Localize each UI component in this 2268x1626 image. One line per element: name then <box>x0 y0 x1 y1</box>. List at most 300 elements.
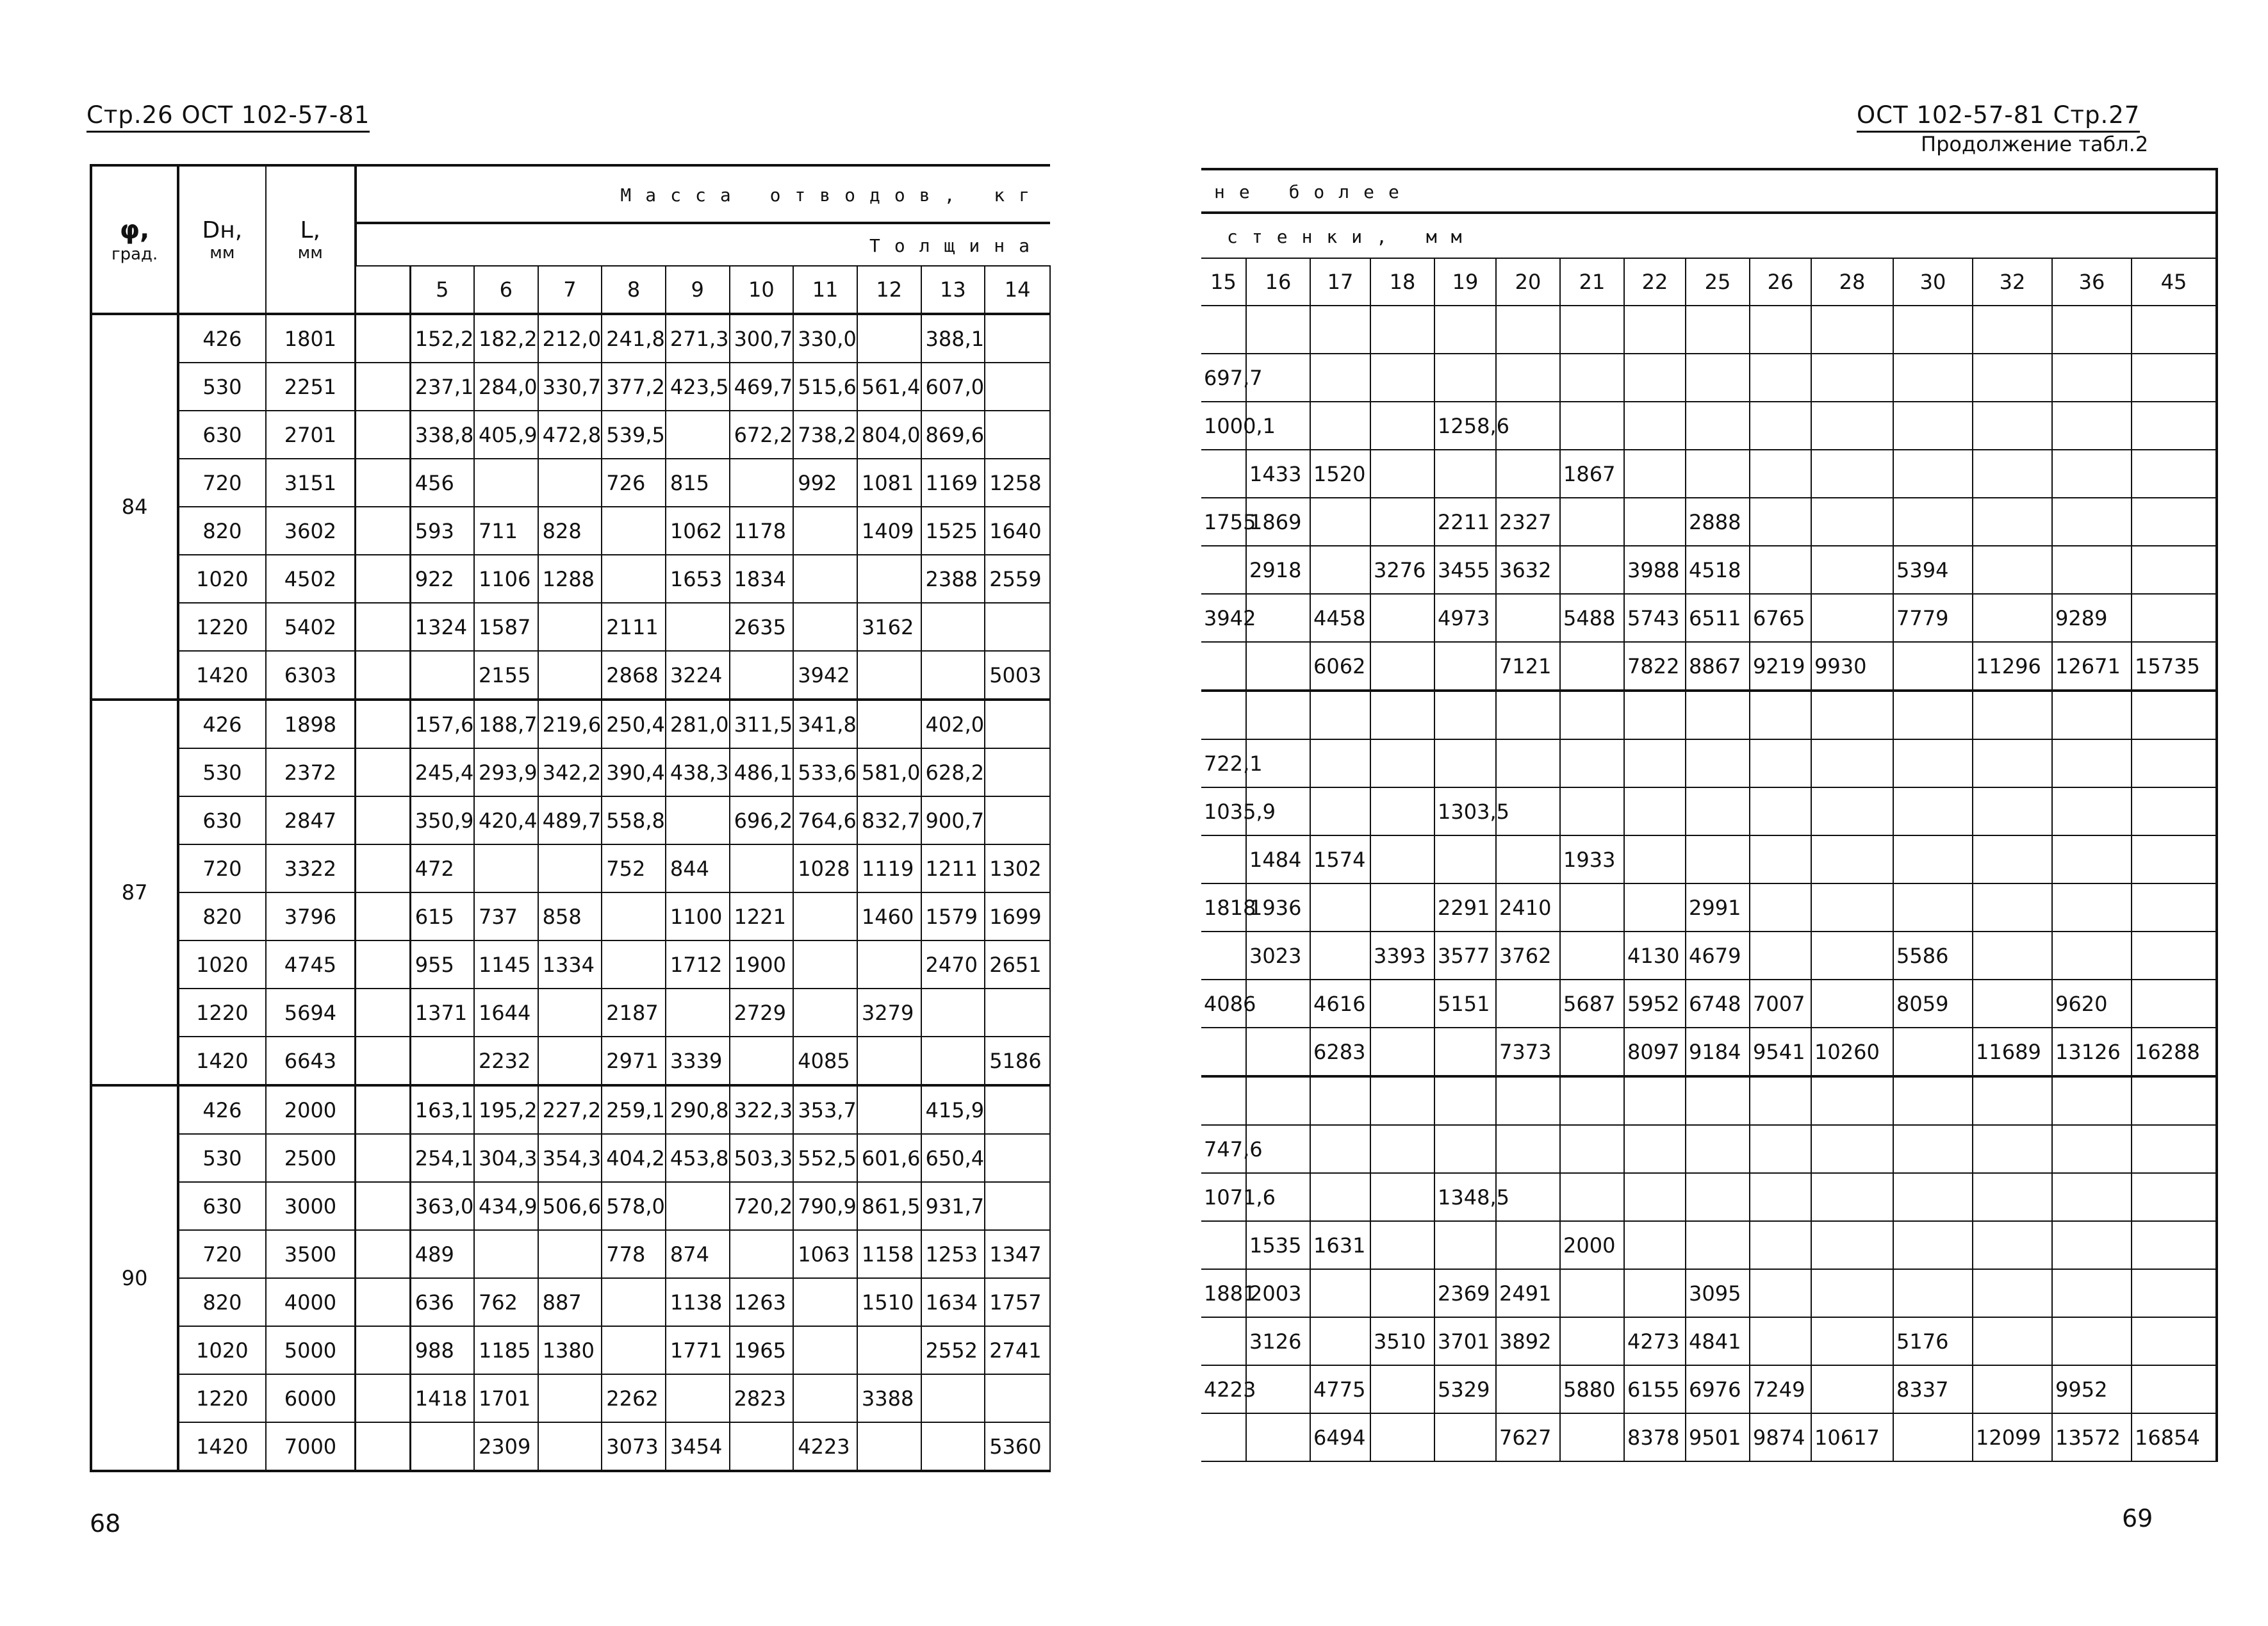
mass-cell <box>538 1230 602 1278</box>
mass-cell: 1138 <box>666 1278 730 1326</box>
gap-cell <box>356 989 410 1037</box>
mass-cell <box>2052 883 2132 932</box>
mass-cell: 8097 <box>1624 1028 1686 1076</box>
mass-cell <box>2132 1076 2217 1125</box>
mass-cell <box>1370 1125 1434 1173</box>
mass-cell: 4458 <box>1310 594 1370 642</box>
gap-cell <box>356 1422 410 1471</box>
mass-cell: 489 <box>410 1230 474 1278</box>
mass-cell: 5586 <box>1893 932 1973 980</box>
mass-cell <box>1973 980 2052 1028</box>
mass-cell <box>1370 306 1434 354</box>
mass-cell: 3892 <box>1496 1317 1560 1365</box>
mass-cell <box>1811 1076 1893 1125</box>
mass-cell: 241,8 <box>602 314 666 363</box>
mass-cell <box>1750 1269 1811 1317</box>
table-row <box>91 796 1050 844</box>
mass-cell: 212,0 <box>538 314 602 363</box>
gap-cell <box>356 940 410 989</box>
gap-cell <box>356 314 410 363</box>
mass-cell <box>793 1326 857 1374</box>
l-cell: 2847 <box>266 796 356 844</box>
mass-cell: 5743 <box>1624 594 1686 642</box>
l-cell: 4000 <box>266 1278 356 1326</box>
mass-cell: 4775 <box>1310 1365 1370 1413</box>
mass-cell <box>1496 691 1560 739</box>
mass-cell: 3455 <box>1434 546 1496 594</box>
thickness-col-header: 10 <box>730 266 794 314</box>
mass-cell: 2741 <box>985 1326 1050 1374</box>
mass-cell: 2918 <box>1246 546 1310 594</box>
mass-cell <box>857 1037 921 1085</box>
mass-cell: 1757 <box>985 1278 1050 1326</box>
mass-cell <box>2132 1365 2217 1413</box>
mass-cell: 423,5 <box>666 363 730 411</box>
thickness-col-header: 21 <box>1560 258 1624 306</box>
table-row <box>91 1374 1050 1422</box>
mass-cell <box>1560 1413 1624 1461</box>
mass-cell: 3224 <box>666 651 730 700</box>
mass-cell <box>1310 354 1370 402</box>
mass-cell: 157,6 <box>410 700 474 748</box>
mass-cell: 506,6 <box>538 1182 602 1230</box>
mass-cell <box>2052 787 2132 835</box>
mass-cell: 628,2 <box>921 748 985 796</box>
mass-cell <box>1973 1365 2052 1413</box>
mass-cell <box>1434 1413 1496 1461</box>
mass-cell <box>2052 354 2132 402</box>
mass-cell: 1263 <box>730 1278 794 1326</box>
mass-cell <box>1893 787 1973 835</box>
mass-cell <box>2052 402 2132 450</box>
mass-cell <box>538 844 602 892</box>
mass-cell <box>666 603 730 651</box>
mass-cell <box>985 1182 1050 1230</box>
mass-cell: 5687 <box>1560 980 1624 1028</box>
mass-cell <box>1811 739 1893 787</box>
thickness-col-header: 18 <box>1370 258 1434 306</box>
mass-cell <box>1560 691 1624 739</box>
mass-cell: 1100 <box>666 892 730 940</box>
mass-cell: 844 <box>666 844 730 892</box>
mass-cell: 2187 <box>602 989 666 1037</box>
mass-cell <box>1811 402 1893 450</box>
mass-cell: 672,2 <box>730 411 794 459</box>
mass-cell <box>1370 1365 1434 1413</box>
mass-cell: 1158 <box>857 1230 921 1278</box>
mass-cell: 3988 <box>1624 546 1686 594</box>
mass-cell: 6155 <box>1624 1365 1686 1413</box>
mass-cell <box>1686 739 1750 787</box>
mass-cell: 1574 <box>1310 835 1370 883</box>
mass-cell <box>1973 594 2052 642</box>
dn-cell: 1420 <box>178 651 265 700</box>
mass-cell <box>793 892 857 940</box>
gap-cell <box>356 411 410 459</box>
l-cell: 4745 <box>266 940 356 989</box>
mass-cell <box>921 651 985 700</box>
thickness-col-header: 19 <box>1434 258 1496 306</box>
l-cell: 6643 <box>266 1037 356 1085</box>
mass-cell: 5488 <box>1560 594 1624 642</box>
gap-cell <box>356 892 410 940</box>
mass-cell <box>1973 1076 2052 1125</box>
mass-cell <box>921 989 985 1037</box>
mass-cell <box>1893 1269 1973 1317</box>
mass-cell <box>985 411 1050 459</box>
mass-cell <box>1370 835 1434 883</box>
dn-cell: 1220 <box>178 603 265 651</box>
mass-cell <box>1496 1125 1560 1173</box>
mass-cell <box>602 507 666 555</box>
mass-cell <box>1370 980 1434 1028</box>
mass-cell <box>1370 739 1434 787</box>
table-row <box>91 1326 1050 1374</box>
mass-cell: 607,0 <box>921 363 985 411</box>
mass-cell: 1302 <box>985 844 1050 892</box>
mass-cell <box>602 892 666 940</box>
mass-cell <box>857 314 921 363</box>
gap-cell <box>356 266 410 314</box>
mass-cell <box>1310 306 1370 354</box>
mass-cell: 237,1 <box>410 363 474 411</box>
thickness-col-header: 45 <box>2132 258 2217 306</box>
mass-cell <box>793 555 857 603</box>
mass-cell: 3126 <box>1246 1317 1310 1365</box>
table-row <box>91 1134 1050 1182</box>
l-cell: 2000 <box>266 1085 356 1134</box>
gap-cell <box>356 1230 410 1278</box>
mass-cell <box>1434 450 1496 498</box>
mass-cell <box>793 940 857 989</box>
dn-cell: 1220 <box>178 1374 265 1422</box>
mass-cell <box>1811 787 1893 835</box>
mass-cell: 988 <box>410 1326 474 1374</box>
mass-cell: 1771 <box>666 1326 730 1374</box>
mass-cell: 1062 <box>666 507 730 555</box>
mass-cell: 5394 <box>1893 546 1973 594</box>
mass-cell <box>410 1037 474 1085</box>
mass-cell: 3393 <box>1370 932 1434 980</box>
mass-cell <box>1811 1221 1893 1269</box>
mass-cell: 5360 <box>985 1422 1050 1471</box>
mass-cell: 861,5 <box>857 1182 921 1230</box>
mass-cell <box>1310 883 1370 932</box>
mass-cell <box>1811 932 1893 980</box>
mass-cell <box>985 363 1050 411</box>
mass-cell <box>1973 739 2052 787</box>
mass-cell <box>2132 1125 2217 1173</box>
mass-cell <box>1811 594 1893 642</box>
mass-cell: 486,1 <box>730 748 794 796</box>
dn-cell: 820 <box>178 1278 265 1326</box>
mass-cell <box>1893 691 1973 739</box>
table-row <box>1201 980 2217 1028</box>
mass-cell: 2003 <box>1246 1269 1310 1317</box>
mass-cell: 5880 <box>1560 1365 1624 1413</box>
mass-cell <box>1370 642 1434 691</box>
mass-cell: 2369 <box>1434 1269 1496 1317</box>
thickness-col-header: 28 <box>1811 258 1893 306</box>
mass-cell <box>2132 306 2217 354</box>
mass-cell: 539,5 <box>602 411 666 459</box>
mass-cell <box>1750 1173 1811 1221</box>
mass-cell: 2262 <box>602 1374 666 1422</box>
mass-cell: 2309 <box>474 1422 538 1471</box>
mass-cell <box>1973 498 2052 546</box>
mass-cell: 1640 <box>985 507 1050 555</box>
mass-cell: 764,6 <box>793 796 857 844</box>
mass-cell: 1634 <box>921 1278 985 1326</box>
mass-cell: 330,7 <box>538 363 602 411</box>
mass-cell: 7249 <box>1750 1365 1811 1413</box>
mass-cell: 254,1 <box>410 1134 474 1182</box>
mass-cell <box>730 459 794 507</box>
mass-cell <box>1310 691 1370 739</box>
mass-cell <box>1434 642 1496 691</box>
mass-cell: 3942 <box>1201 594 1246 642</box>
mass-cell <box>1310 1269 1370 1317</box>
mass-cell <box>1246 1076 1310 1125</box>
mass-cell <box>1811 1269 1893 1317</box>
mass-cell <box>1893 402 1973 450</box>
mass-cell: 1409 <box>857 507 921 555</box>
mass-cell <box>2052 498 2132 546</box>
l-cell: 1801 <box>266 314 356 363</box>
mass-cell <box>2132 546 2217 594</box>
mass-cell: 342,2 <box>538 748 602 796</box>
mass-cell: 219,6 <box>538 700 602 748</box>
table-row <box>91 411 1050 459</box>
mass-cell: 13126 <box>2052 1028 2132 1076</box>
mass-cell: 869,6 <box>921 411 985 459</box>
mass-cell: 832,7 <box>857 796 921 844</box>
mass-cell <box>1750 1221 1811 1269</box>
mass-cell <box>1624 1125 1686 1173</box>
mass-cell <box>2052 739 2132 787</box>
mass-cell <box>1434 1125 1496 1173</box>
mass-cell <box>538 1374 602 1422</box>
thickness-col-header: 17 <box>1310 258 1370 306</box>
mass-cell <box>2132 691 2217 739</box>
mass-cell: 1178 <box>730 507 794 555</box>
mass-cell <box>602 555 666 603</box>
mass-cell: 4616 <box>1310 980 1370 1028</box>
mass-cell <box>1434 306 1496 354</box>
mass-cell: 4223 <box>1201 1365 1246 1413</box>
mass-cell: 1028 <box>793 844 857 892</box>
thickness-col-header: 22 <box>1624 258 1686 306</box>
mass-cell <box>1370 1413 1434 1461</box>
mass-cell <box>1750 739 1811 787</box>
left-page-header: Стр.26 ОСТ 102-57-81 <box>86 100 370 133</box>
mass-cell: 1869 <box>1246 498 1310 546</box>
thickness-col-header: 7 <box>538 266 602 314</box>
col-l-header <box>266 165 356 314</box>
mass-cell: 489,7 <box>538 796 602 844</box>
dn-cell: 426 <box>178 1085 265 1134</box>
mass-cell <box>1560 883 1624 932</box>
mass-cell <box>1893 883 1973 932</box>
dn-cell: 820 <box>178 892 265 940</box>
mass-cell <box>857 700 921 748</box>
table-row <box>91 363 1050 411</box>
cont-title2: стенки, мм <box>1227 226 1476 247</box>
mass-cell: 363,0 <box>410 1182 474 1230</box>
gap-cell <box>356 1085 410 1134</box>
gap-cell <box>356 748 410 796</box>
mass-cell <box>1686 354 1750 402</box>
mass-cell: 188,7 <box>474 700 538 748</box>
mass-cell <box>1686 306 1750 354</box>
mass-cell: 4130 <box>1624 932 1686 980</box>
mass-cell <box>1624 402 1686 450</box>
mass-cell <box>1496 835 1560 883</box>
mass-cell: 195,2 <box>474 1085 538 1134</box>
dn-cell: 630 <box>178 796 265 844</box>
mass-cell <box>1370 1076 1434 1125</box>
col-phi-unit: град. <box>111 245 158 264</box>
mass-cell: 341,8 <box>793 700 857 748</box>
mass-cell <box>2132 787 2217 835</box>
mass-cell: 5952 <box>1624 980 1686 1028</box>
thickness-col-header: 6 <box>474 266 538 314</box>
mass-cell: 5003 <box>985 651 1050 700</box>
right-page-header: ОСТ 102-57-81 Стр.27 <box>1857 100 2140 133</box>
mass-cell <box>1750 932 1811 980</box>
mass-cell: 992 <box>793 459 857 507</box>
col-dn-unit: мм <box>210 243 235 263</box>
l-cell: 4502 <box>266 555 356 603</box>
mass-cell <box>1893 1413 1973 1461</box>
mass-cell: 388,1 <box>921 314 985 363</box>
mass-cell: 5186 <box>985 1037 1050 1085</box>
mass-cell <box>985 796 1050 844</box>
mass-cell: 1258 <box>985 459 1050 507</box>
mass-cell <box>1750 402 1811 450</box>
mass-cell <box>793 1278 857 1326</box>
mass-cell <box>1310 739 1370 787</box>
mass-cell: 3388 <box>857 1374 921 1422</box>
mass-cell <box>1750 1125 1811 1173</box>
mass-cell <box>1560 787 1624 835</box>
mass-cell <box>1370 883 1434 932</box>
mass-cell: 2388 <box>921 555 985 603</box>
mass-cell <box>1624 450 1686 498</box>
mass-cell <box>1686 450 1750 498</box>
mass-cell <box>1310 1076 1370 1125</box>
mass-cell: 7822 <box>1624 642 1686 691</box>
mass-cell: 438,3 <box>666 748 730 796</box>
mass-cell <box>2132 1269 2217 1317</box>
mass-cell: 3454 <box>666 1422 730 1471</box>
mass-cell: 2491 <box>1496 1269 1560 1317</box>
mass-cell <box>793 603 857 651</box>
table-row <box>91 700 1050 748</box>
table-row <box>1201 1221 2217 1269</box>
mass-cell <box>1624 787 1686 835</box>
l-cell: 5402 <box>266 603 356 651</box>
mass-cell <box>1434 354 1496 402</box>
mass-cell <box>1560 932 1624 980</box>
mass-cell: 1900 <box>730 940 794 989</box>
mass-cell: 3701 <box>1434 1317 1496 1365</box>
mass-cell <box>1201 835 1246 883</box>
mass-cell <box>985 1374 1050 1422</box>
mass-cell: 778 <box>602 1230 666 1278</box>
mass-cell: 4518 <box>1686 546 1750 594</box>
mass-cell: 1881 <box>1201 1269 1246 1317</box>
l-cell: 3796 <box>266 892 356 940</box>
mass-cell <box>1370 1269 1434 1317</box>
mass-cell <box>1201 306 1246 354</box>
mass-cell <box>857 651 921 700</box>
mass-cell <box>1246 691 1310 739</box>
mass-cell <box>666 796 730 844</box>
mass-cell: 1324 <box>410 603 474 651</box>
mass-cell <box>1686 1221 1750 1269</box>
mass-cell <box>2052 932 2132 980</box>
mass-cell <box>1560 1269 1624 1317</box>
mass-cell <box>2052 546 2132 594</box>
mass-cell <box>2132 883 2217 932</box>
mass-cell <box>857 1422 921 1471</box>
mass-cell: 2000 <box>1560 1221 1624 1269</box>
table-row <box>1201 787 2217 835</box>
mass-cell: 8867 <box>1686 642 1750 691</box>
mass-cell: 1579 <box>921 892 985 940</box>
mass-cell <box>1973 354 2052 402</box>
mass-cell <box>1370 450 1434 498</box>
mass-cell <box>1370 691 1434 739</box>
mass-cell <box>1560 1125 1624 1173</box>
mass-cell: 9501 <box>1686 1413 1750 1461</box>
mass-cell: 434,9 <box>474 1182 538 1230</box>
mass-cell <box>474 459 538 507</box>
mass-cell <box>1624 883 1686 932</box>
mass-cell: 858 <box>538 892 602 940</box>
table-row <box>1201 691 2217 739</box>
mass-cell: 10617 <box>1811 1413 1893 1461</box>
dn-cell: 1420 <box>178 1422 265 1471</box>
thickness-col-header: 26 <box>1750 258 1811 306</box>
mass-cell <box>1246 594 1310 642</box>
mass-cell <box>1496 594 1560 642</box>
mass-cell: 330,0 <box>793 314 857 363</box>
mass-cell <box>1496 306 1560 354</box>
table-row <box>91 1182 1050 1230</box>
dn-cell: 530 <box>178 363 265 411</box>
angle-cell: 87 <box>91 700 178 1085</box>
l-cell: 5000 <box>266 1326 356 1374</box>
mass-cell <box>538 1422 602 1471</box>
mass-cell <box>666 411 730 459</box>
mass-cell <box>1624 835 1686 883</box>
mass-cell: 2470 <box>921 940 985 989</box>
mass-cell: 1644 <box>474 989 538 1037</box>
mass-cell: 9874 <box>1750 1413 1811 1461</box>
mass-cell: 2410 <box>1496 883 1560 932</box>
table-row <box>1201 1317 2217 1365</box>
mass-cell <box>1496 1365 1560 1413</box>
mass-cell <box>666 1182 730 1230</box>
mass-cell: 7627 <box>1496 1413 1560 1461</box>
table-row <box>1201 1365 2217 1413</box>
mass-cell <box>1686 1173 1750 1221</box>
mass-cell <box>921 1374 985 1422</box>
mass-cell: 4973 <box>1434 594 1496 642</box>
mass-cell <box>921 1422 985 1471</box>
